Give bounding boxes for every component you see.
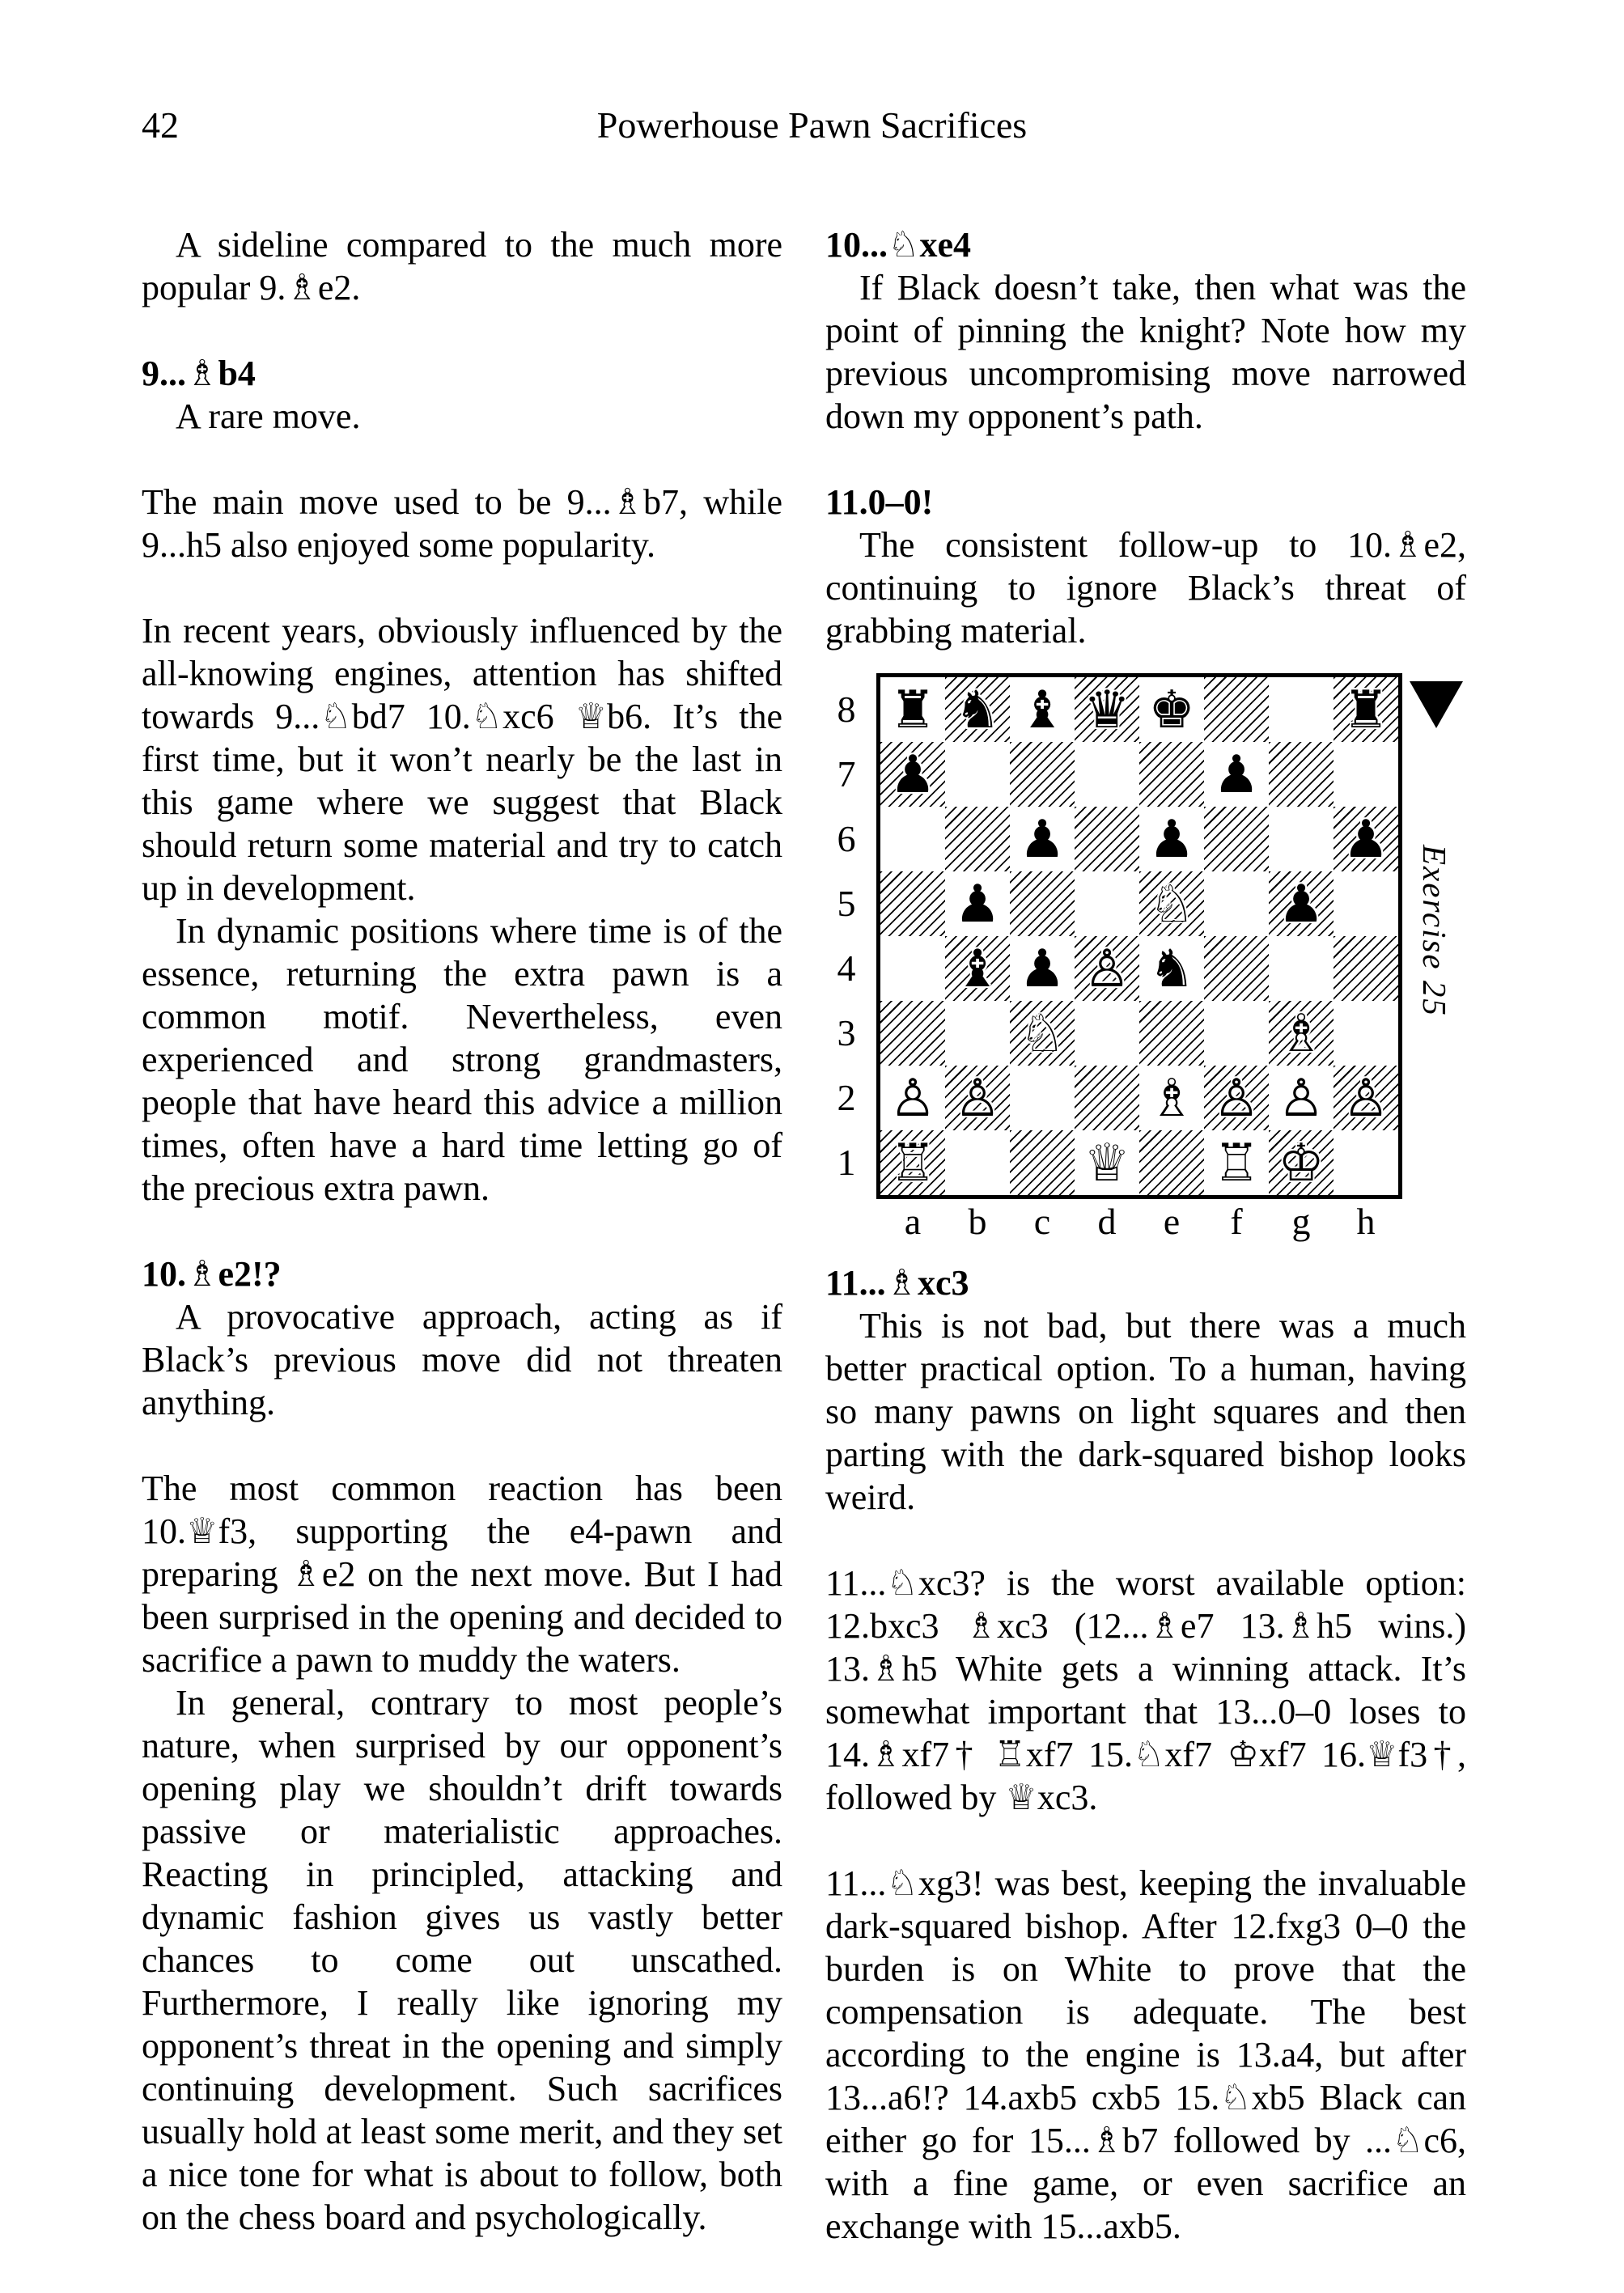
rank-label: 2 [837,1077,856,1118]
board-square [1139,807,1204,871]
board-square [1010,871,1075,936]
rank-label: 5 [837,883,856,924]
paragraph: The consistent follow-up to 10.♗e2, continuing to ignore Black’s threat of grabbing material. [825,525,1466,651]
board-square [880,742,945,807]
board-square [1334,936,1398,1001]
board-square [1010,1066,1075,1130]
chess-piece-wR: ♖ [889,1134,936,1193]
board-square [880,1001,945,1066]
board-square [1269,1066,1334,1130]
chess-piece-bR: ♜ [889,680,936,740]
board-square [945,1066,1010,1130]
file-label: c [1033,1201,1051,1242]
board-square [1334,677,1398,742]
move-heading: 10.♗e2!? [142,1254,282,1294]
board-square [1269,1130,1334,1195]
board-square [1204,871,1269,936]
rank-label: 7 [837,753,856,795]
board-square [880,936,945,1001]
board-square [1204,936,1269,1001]
board-square [1334,742,1398,807]
rank-label: 8 [837,689,856,730]
board-square [1204,1001,1269,1066]
chess-piece-bP: ♟ [1278,875,1325,935]
chess-piece-wP: ♙ [954,1069,1001,1129]
file-label: h [1356,1201,1376,1242]
board-square [1139,1130,1204,1195]
board-square [945,936,1010,1001]
board-square [1204,807,1269,871]
rank-label: 1 [837,1142,856,1183]
chess-piece-wK: ♔ [1278,1134,1325,1193]
board-square [880,807,945,871]
chess-piece-wN: ♘ [1019,1004,1066,1064]
page-number: 42 [142,104,179,146]
rank-label: 3 [837,1012,856,1053]
paragraph: A sideline compared to the much more popular 9.♗e2. [142,225,782,307]
board-square [1334,871,1398,936]
page-title: Powerhouse Pawn Sacrifices [596,104,1028,146]
board-square [1269,1001,1334,1066]
paragraph: In dynamic positions where time is of the essence, returning the extra pawn is a common motif. Nevertheless, even experienced and strong grandmasters, people that have heard this advice a million times, often have a hard time letting go of the precious extra pawn. [142,911,782,1208]
paragraph: 11...♘xc3? is the worst available option: 12.bxc3 ♗xc3 (12...♗e7 13.♗h5 wins.) 13.♗h5 White gets a winning attack. It’s somewhat important that 13...0–0 loses to 14.♗xf7† ♖xf7 15.♘xf7 ♔xf7 16.♕f3†, followed by ♕xc3. [825,1563,1466,1817]
chess-piece-bP: ♟ [889,745,936,805]
chess-piece-bP: ♟ [1019,810,1066,870]
board-square [880,871,945,936]
board-square [1139,1066,1204,1130]
board-square [1139,742,1204,807]
chess-piece-wP: ♙ [1278,1069,1325,1129]
board-square [1334,1130,1398,1195]
chess-piece-bR: ♜ [1342,680,1389,740]
chess-piece-bP: ♟ [1342,810,1389,870]
board-square [945,1001,1010,1066]
chess-piece-wR: ♖ [1213,1134,1260,1193]
chess-piece-bN: ♞ [954,680,1001,740]
board-square [1269,871,1334,936]
board-square [1334,1001,1398,1066]
board-square [1010,936,1075,1001]
board-square [1075,1130,1139,1195]
board-square [945,871,1010,936]
paragraph: This is not bad, but there was a much better practical option. To a human, having so many pawns on light squares and then parting with the dark-squared bishop looks weird. [825,1306,1466,1517]
board-square [1139,936,1204,1001]
paragraph: A rare move. [176,396,361,436]
board-square [1269,936,1334,1001]
file-label: a [904,1201,922,1242]
board-square [1075,742,1139,807]
board-square [1204,677,1269,742]
board-square [945,742,1010,807]
chess-piece-bP: ♟ [954,875,1001,935]
board-square [1334,1066,1398,1130]
board-square [1075,1066,1139,1130]
chess-piece-wP: ♙ [1342,1069,1389,1129]
chess-piece-bB: ♝ [1019,680,1066,740]
chess-piece-bK: ♚ [1148,680,1195,740]
move-heading: 10...♘xe4 [825,225,971,265]
paragraph: A provocative approach, acting as if Black’s previous move did not threaten anything. [142,1297,782,1422]
board-square [1075,871,1139,936]
exercise-label: Exercise 25 [1416,845,1453,1017]
board-square [1010,742,1075,807]
chess-piece-wP: ♙ [889,1069,936,1129]
paragraph: In general, contrary to most people’s nature, when surprised by our opponent’s opening play we shouldn’t drift towards passive or materialistic approaches. Reacting in principled, attacking and dynamic fashion gives us vastly better chances to come out unscathed. Furthermore, I really like ignoring my opponent’s threat in the opening and simply continuing development. Such sacrifices usually hold at least some merit, and they set a nice tone for what is about to follow, both on the chess board and psychologically. [142,1683,782,2237]
board-square [1010,807,1075,871]
board-square [945,677,1010,742]
chess-piece-bQ: ♛ [1083,680,1130,740]
right-column-post [825,1261,1466,2248]
chess-piece-bB: ♝ [954,939,1001,999]
board-square [1204,742,1269,807]
board-square [1334,807,1398,871]
board-square [880,677,945,742]
file-label: f [1230,1201,1243,1242]
board-square [1075,807,1139,871]
board-square [1139,871,1204,936]
board-square [945,1130,1010,1195]
board-square [1075,1001,1139,1066]
black-to-move-icon [1410,681,1463,728]
file-label: d [1097,1201,1117,1242]
paragraph: In recent years, obviously influenced by the all-knowing engines, attention has shifted towards 9...♘bd7 10.♘xc6 ♕b6. It’s the first time, but it won’t nearly be the last in this game where we suggest that Black should return some material and try to catch up in development. [142,611,782,908]
board-square [1204,1130,1269,1195]
chess-piece-bN: ♞ [1148,939,1195,999]
board-square [1269,807,1334,871]
paragraph: 11...♘xg3! was best, keeping the invaluable dark-squared bishop. After 12.fxg3 0–0 the burden is on White to prove that the compensation is adequate. The best according to the engine is 13.a4, but after 13...a6!? 14.axb5 cxb5 15.♘xb5 Black can either go for 15...♗b7 followed by ...♘c6, with a fine game, or even sacrifice an exchange with 15...axb5. [825,1863,1466,2246]
board-square [1075,936,1139,1001]
board-square [1010,677,1075,742]
chess-board [876,673,1402,1199]
chess-piece-bP: ♟ [1148,810,1195,870]
chess-piece-wQ: ♕ [1083,1134,1130,1193]
chess-diagram [825,673,1466,1244]
board-square [880,1130,945,1195]
right-column [825,223,1466,2248]
board-square [1075,677,1139,742]
board-square [1269,742,1334,807]
right-column-pre [825,223,1466,652]
chess-piece-wP: ♙ [1083,939,1130,999]
rank-label: 4 [837,947,856,989]
chess-piece-wN: ♘ [1148,875,1195,935]
chess-piece-wB: ♗ [1148,1069,1195,1129]
paragraph: The main move used to be 9...♗b7, while 9...h5 also enjoyed some popularity. [142,482,782,565]
paragraph: The most common reaction has been 10.♕f3, supporting the e4-pawn and preparing ♗e2 on the next move. But I had been surprised in the opening and decided to sacrifice a pawn to muddy the waters. [142,1469,782,1680]
move-heading: 9...♗b4 [142,354,256,393]
move-heading: 11...♗xc3 [825,1263,969,1303]
board-square [1010,1130,1075,1195]
chess-piece-wP: ♙ [1213,1069,1260,1129]
board-square [1139,677,1204,742]
board-square [945,807,1010,871]
move-heading: 11.0–0! [825,482,934,522]
board-square [880,1066,945,1130]
board-square [1139,1001,1204,1066]
chess-piece-bP: ♟ [1019,939,1066,999]
file-label: b [968,1201,987,1242]
paragraph: If Black doesn’t take, then what was the point of pinning the knight? Note how my previous uncompromising move narrowed down my opponent’s path. [825,268,1466,436]
file-label: e [1163,1201,1181,1242]
chess-piece-bP: ♟ [1213,745,1260,805]
chess-piece-wB: ♗ [1278,1004,1325,1064]
board-square [1204,1066,1269,1130]
board-square [1269,677,1334,742]
rank-label: 6 [837,818,856,859]
board-square [1010,1001,1075,1066]
left-column [142,223,782,2239]
file-label: g [1291,1201,1311,1242]
